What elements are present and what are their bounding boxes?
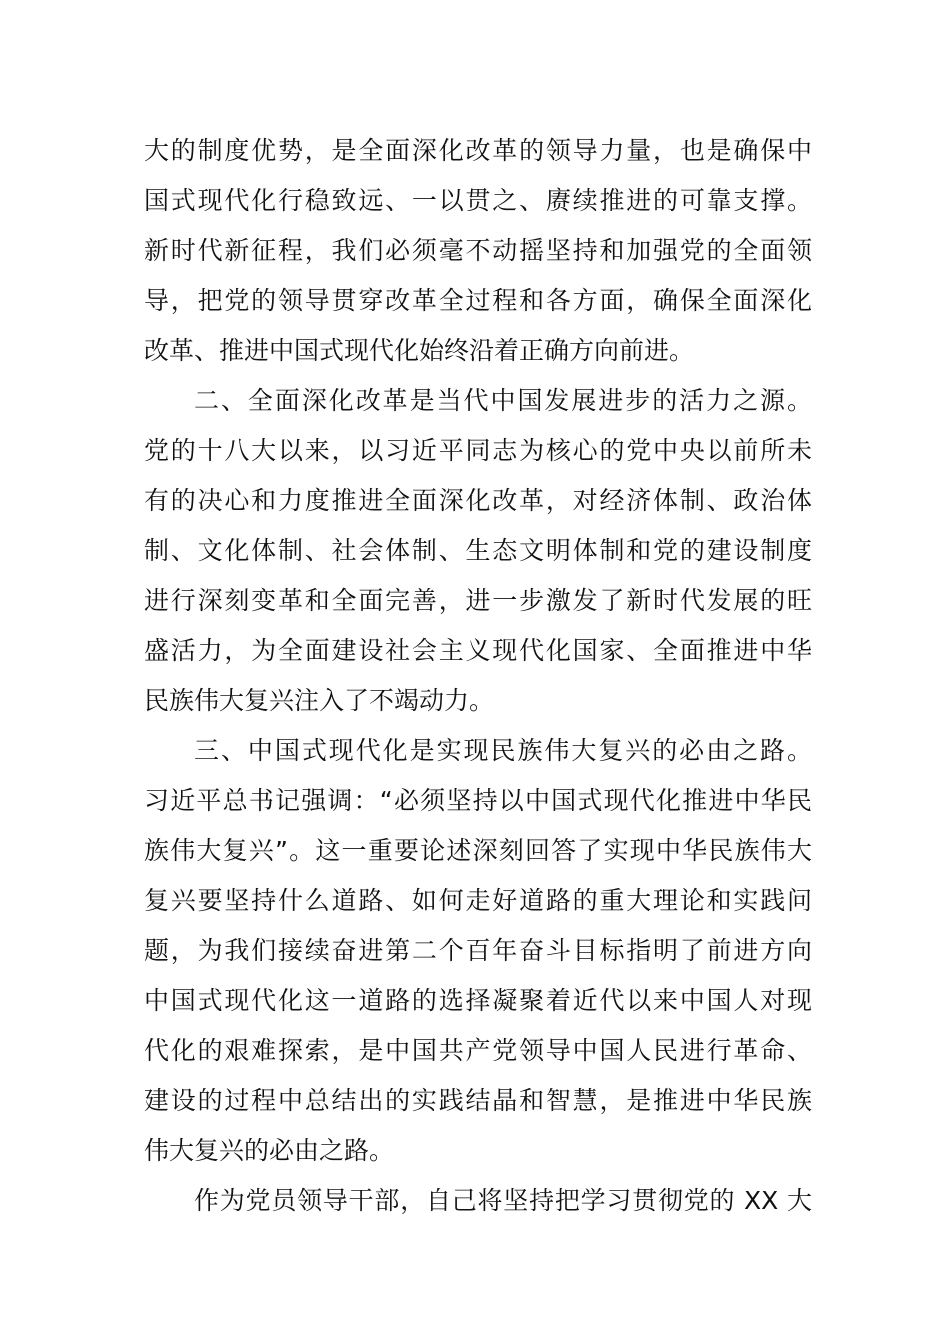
text-line: 伟大复兴的必由之路。: [144, 1136, 395, 1165]
text-line: 新时代新征程，我们必须毫不动摇坚持和加强党的全面领: [144, 236, 812, 265]
text-line: 导，把党的领导贯穿改革全过程和各方面，确保全面深化: [144, 286, 812, 315]
section-heading-3: 三、中国式现代化是实现民族伟大复兴的必由之路。: [194, 736, 812, 765]
text-line: 改革、推进中国式现代化始终沿着正确方向前进。: [144, 336, 695, 365]
text-line: 建设的过程中总结出的实践结晶和智慧，是推进中华民族: [144, 1086, 812, 1115]
body-text: [144, 126, 812, 1226]
text-line: 复兴要坚持什么道路、如何走好道路的重大理论和实践问: [144, 886, 812, 915]
text-line: 民族伟大复兴注入了不竭动力。: [144, 686, 495, 715]
text-line: 习近平总书记强调：“必须坚持以中国式现代化推进中华民: [144, 786, 812, 815]
text-line: 党的十八大以来，以习近平同志为核心的党中央以前所未: [144, 436, 812, 465]
text-line: 制、文化体制、社会体制、生态文明体制和党的建设制度: [144, 536, 812, 565]
text-line: 代化的艰难探索，是中国共产党领导中国人民进行革命、: [144, 1036, 812, 1065]
closing-paragraph-start: 作为党员领导干部，自己将坚持把学习贯彻党的 XX 大: [194, 1186, 812, 1215]
text-line: 题，为我们接续奋进第二个百年奋斗目标指明了前进方向: [144, 936, 812, 965]
text-line: 国式现代化行稳致远、一以贯之、赓续推进的可靠支撑。: [144, 186, 812, 215]
text-line: 盛活力，为全面建设社会主义现代化国家、全面推进中华: [144, 636, 812, 665]
text-line: 大的制度优势，是全面深化改革的领导力量，也是确保中: [144, 136, 812, 165]
section-heading-2: 二、全面深化改革是当代中国发展进步的活力之源。: [194, 386, 812, 415]
text-line: 族伟大复兴”。这一重要论述深刻回答了实现中华民族伟大: [144, 836, 812, 865]
text-line: 有的决心和力度推进全面深化改革，对经济体制、政治体: [144, 486, 812, 515]
text-line: 中国式现代化这一道路的选择凝聚着近代以来中国人对现: [144, 986, 812, 1015]
text-line: 进行深刻变革和全面完善，进一步激发了新时代发展的旺: [144, 586, 812, 615]
